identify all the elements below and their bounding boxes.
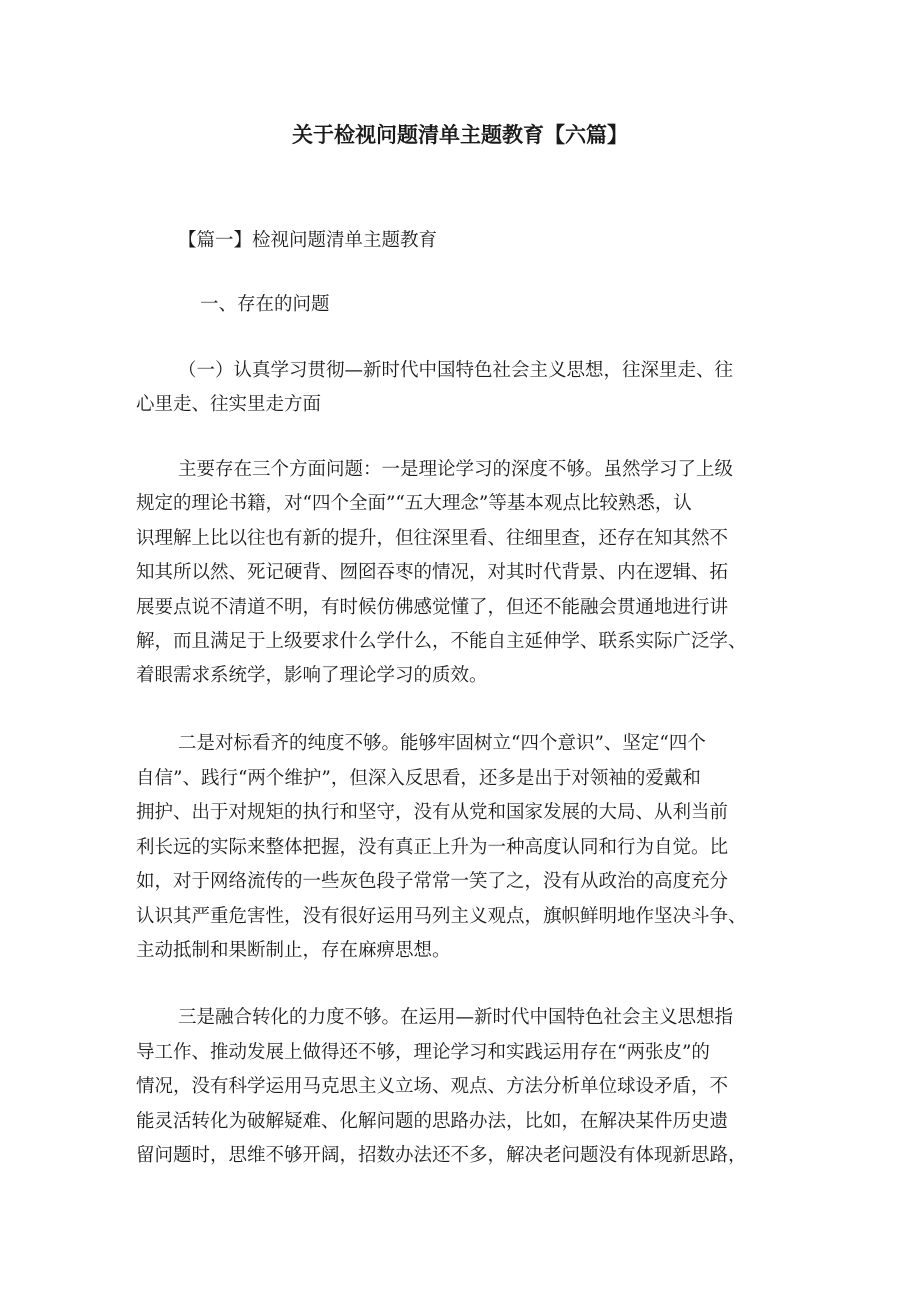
paragraph-line: 三是融合转化的力度不够。在运用—新时代中国特色社会主义思想指 (178, 1007, 734, 1028)
paragraph-line: 着眼需求系统学，影响了理论学习的质效。 (136, 665, 488, 686)
paragraph-line: 自信”、践行“两个维护”，但深入反思看，还多是出于对领袖的爱戴和 (136, 768, 701, 789)
paragraph-line: 留问题时，思维不够开阔，招数办法还不多，解决老问题没有体现新思路， (136, 1145, 747, 1166)
paragraph-line: 展要点说不清道不明，有时候仿佛感觉懂了，但还不能融会贯通地进行讲 (136, 597, 729, 618)
paragraph-line: 利长远的实际来整体把握，没有真正上升为一种高度认同和行为自觉。比 (136, 837, 729, 858)
paragraph-line: 能灵活转化为破解疑难、化解问题的思路办法，比如，在解决某件历史遗 (136, 1111, 729, 1132)
document-title: 关于检视问题清单主题教育【六篇】 (292, 123, 628, 147)
paragraph-line: 如，对于网络流传的一些灰色段子常常一笑了之，没有从政治的高度充分 (136, 871, 729, 892)
paragraph-line: 拥护、出于对规矩的执行和坚守，没有从党和国家发展的大局、从利当前 (136, 802, 729, 823)
paragraph-line: 主动抵制和果断制止，存在麻痹思想。 (136, 940, 451, 961)
paragraph-line: 情况，没有科学运用马克思主义立场、观点、方法分析单位球设矛盾，不 (136, 1076, 729, 1097)
paragraph-line: 主要存在三个方面问题：一是理论学习的深度不够。虽然学习了上级 (178, 459, 734, 480)
paragraph-line: 识理解上比以往也有新的提升，但往深里看、往细里查，还存在知其然不 (136, 528, 729, 549)
paragraph-line: 认识其严重危害性，没有很好运用马列主义观点，旗帜鲜明地作坚决斗争、 (136, 906, 747, 927)
paragraph-line: 二是对标看齐的纯度不够。能够牢固树立“四个意识”、坚定“四个 (178, 733, 706, 754)
subsection-heading: 一、存在的问题 (200, 294, 330, 315)
item-heading-line: （一）认真学习贯彻—新时代中国特色社会主义思想，往深里走、往 (178, 360, 734, 381)
paragraph-line: 解，而且满足于上级要求什么学什么，不能自主延伸学、联系实际广泛学、 (136, 631, 747, 652)
item-heading-line: 心里走、往实里走方面 (136, 394, 322, 415)
paragraph-line: 知其所以然、死记硬背、囫囵吞枣的情况，对其时代背景、内在逻辑、拓 (136, 562, 729, 583)
section-heading: 【篇一】检视问题清单主题教育 (178, 230, 438, 251)
paragraph-line: 规定的理论书籍，对“四个全面”“五大理念”等基本观点比较熟悉，认 (136, 493, 692, 514)
paragraph-line: 导工作、推动发展上做得还不够，理论学习和实践运用存在“两张皮”的 (136, 1042, 710, 1063)
